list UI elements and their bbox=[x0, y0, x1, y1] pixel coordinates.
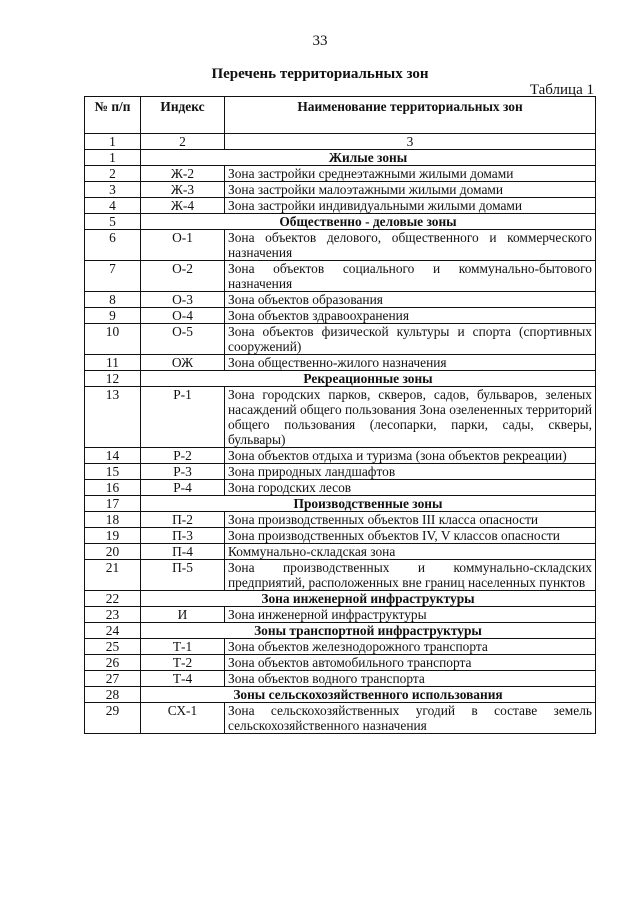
zone-index: И bbox=[141, 607, 225, 623]
zone-name: Зона объектов делового, общественного и коммерческого назначения bbox=[225, 230, 596, 261]
zone-name: Зона производственных и коммунально-складских предприятий, расположенных вне границ населенных пунктов bbox=[225, 560, 596, 591]
zone-name: Зона производственных объектов IV, V классов опасности bbox=[225, 528, 596, 544]
zone-index: Р-2 bbox=[141, 448, 225, 464]
zone-row bbox=[85, 560, 596, 591]
column-number: 3 bbox=[225, 134, 596, 150]
column-number: 2 bbox=[141, 134, 225, 150]
zone-name: Зона городских лесов bbox=[225, 480, 596, 496]
group-title: Жилые зоны bbox=[141, 150, 596, 166]
zone-index: П-4 bbox=[141, 544, 225, 560]
group-row bbox=[85, 150, 596, 166]
zone-index: О-3 bbox=[141, 292, 225, 308]
group-title: Зона инженерной инфраструктуры bbox=[141, 591, 596, 607]
zone-row bbox=[85, 464, 596, 480]
zone-name: Зона городских парков, скверов, садов, бульваров, зеленых насаждений общего пользования Зона озелененных территорий общего пользования (лесопарки, парки, сады, скверы, бульвары) bbox=[225, 387, 596, 448]
row-number: 5 bbox=[85, 214, 141, 230]
zone-name: Зона объектов отдыха и туризма (зона объектов рекреации) bbox=[225, 448, 596, 464]
row-number: 16 bbox=[85, 480, 141, 496]
zone-index: Р-4 bbox=[141, 480, 225, 496]
zone-row bbox=[85, 324, 596, 355]
zone-row bbox=[85, 544, 596, 560]
zone-index: О-4 bbox=[141, 308, 225, 324]
column-number-row bbox=[85, 134, 596, 150]
zone-name: Зона объектов водного транспорта bbox=[225, 671, 596, 687]
zone-row bbox=[85, 182, 596, 198]
zone-row bbox=[85, 308, 596, 324]
zone-name: Зона общественно-жилого назначения bbox=[225, 355, 596, 371]
zone-row bbox=[85, 607, 596, 623]
zone-name: Зона сельскохозяйственных угодий в составе земель сельскохозяйственного назначения bbox=[225, 703, 596, 734]
row-number: 9 bbox=[85, 308, 141, 324]
row-number: 26 bbox=[85, 655, 141, 671]
group-row bbox=[85, 687, 596, 703]
zone-name: Зона застройки малоэтажными жилыми домами bbox=[225, 182, 596, 198]
row-number: 18 bbox=[85, 512, 141, 528]
zone-index: П-2 bbox=[141, 512, 225, 528]
row-number: 1 bbox=[85, 150, 141, 166]
row-number: 27 bbox=[85, 671, 141, 687]
zone-index: О-2 bbox=[141, 261, 225, 292]
row-number: 20 bbox=[85, 544, 141, 560]
header-name: Наименование территориальных зон bbox=[225, 97, 596, 134]
column-number: 1 bbox=[85, 134, 141, 150]
table-caption: Таблица 1 bbox=[529, 82, 594, 98]
zone-name: Зона застройки индивидуальными жилыми домами bbox=[225, 198, 596, 214]
row-number: 2 bbox=[85, 166, 141, 182]
row-number: 28 bbox=[85, 687, 141, 703]
zone-row bbox=[85, 166, 596, 182]
zone-row bbox=[85, 655, 596, 671]
group-row bbox=[85, 371, 596, 387]
row-number: 21 bbox=[85, 560, 141, 591]
row-number: 10 bbox=[85, 324, 141, 355]
zone-index: Т-1 bbox=[141, 639, 225, 655]
zones-table bbox=[84, 96, 596, 734]
zone-name: Коммунально-складская зона bbox=[225, 544, 596, 560]
table-header-row bbox=[85, 97, 596, 134]
row-number: 14 bbox=[85, 448, 141, 464]
zone-row bbox=[85, 639, 596, 655]
zone-row bbox=[85, 261, 596, 292]
zone-name: Зона объектов железнодорожного транспорта bbox=[225, 639, 596, 655]
zone-index: О-1 bbox=[141, 230, 225, 261]
zone-row bbox=[85, 480, 596, 496]
group-title: Рекреационные зоны bbox=[141, 371, 596, 387]
group-title: Зоны транспортной инфраструктуры bbox=[141, 623, 596, 639]
group-row bbox=[85, 623, 596, 639]
row-number: 25 bbox=[85, 639, 141, 655]
row-number: 6 bbox=[85, 230, 141, 261]
row-number: 19 bbox=[85, 528, 141, 544]
row-number: 4 bbox=[85, 198, 141, 214]
row-number: 11 bbox=[85, 355, 141, 371]
row-number: 7 bbox=[85, 261, 141, 292]
zone-row bbox=[85, 292, 596, 308]
zone-index: Р-3 bbox=[141, 464, 225, 480]
zone-row bbox=[85, 198, 596, 214]
zone-index: ОЖ bbox=[141, 355, 225, 371]
group-row bbox=[85, 591, 596, 607]
zone-name: Зона объектов социального и коммунально-бытового назначения bbox=[225, 261, 596, 292]
row-number: 13 bbox=[85, 387, 141, 448]
zone-index: О-5 bbox=[141, 324, 225, 355]
zone-name: Зона объектов здравоохранения bbox=[225, 308, 596, 324]
document-title: Перечень территориальных зон bbox=[211, 66, 429, 82]
zone-index: П-3 bbox=[141, 528, 225, 544]
zone-row bbox=[85, 387, 596, 448]
row-number: 24 bbox=[85, 623, 141, 639]
group-title: Производственные зоны bbox=[141, 496, 596, 512]
page-number: 33 bbox=[312, 33, 328, 49]
group-row bbox=[85, 496, 596, 512]
header-index: Индекс bbox=[141, 97, 225, 134]
header-num: № п/п bbox=[85, 97, 141, 134]
row-number: 3 bbox=[85, 182, 141, 198]
zone-name: Зона природных ландшафтов bbox=[225, 464, 596, 480]
row-number: 8 bbox=[85, 292, 141, 308]
row-number: 15 bbox=[85, 464, 141, 480]
zone-row bbox=[85, 671, 596, 687]
zone-name: Зона объектов физической культуры и спорта (спортивных сооружений) bbox=[225, 324, 596, 355]
zone-row bbox=[85, 355, 596, 371]
zone-name: Зона объектов образования bbox=[225, 292, 596, 308]
zone-index: П-5 bbox=[141, 560, 225, 591]
group-title: Зоны сельскохозяйственного использования bbox=[141, 687, 596, 703]
zone-name: Зона производственных объектов III класса опасности bbox=[225, 512, 596, 528]
row-number: 17 bbox=[85, 496, 141, 512]
row-number: 12 bbox=[85, 371, 141, 387]
zone-name: Зона застройки среднеэтажными жилыми домами bbox=[225, 166, 596, 182]
zone-index: Ж-4 bbox=[141, 198, 225, 214]
zone-row bbox=[85, 703, 596, 734]
zone-index: Т-4 bbox=[141, 671, 225, 687]
row-number: 23 bbox=[85, 607, 141, 623]
zone-row bbox=[85, 528, 596, 544]
group-row bbox=[85, 214, 596, 230]
zone-index: Ж-3 bbox=[141, 182, 225, 198]
zone-row bbox=[85, 512, 596, 528]
zone-row bbox=[85, 230, 596, 261]
zone-index: СХ-1 bbox=[141, 703, 225, 734]
row-number: 22 bbox=[85, 591, 141, 607]
zone-index: Т-2 bbox=[141, 655, 225, 671]
zone-index: Ж-2 bbox=[141, 166, 225, 182]
zone-index: Р-1 bbox=[141, 387, 225, 448]
group-title: Общественно - деловые зоны bbox=[141, 214, 596, 230]
zone-name: Зона инженерной инфраструктуры bbox=[225, 607, 596, 623]
zone-row bbox=[85, 448, 596, 464]
zone-name: Зона объектов автомобильного транспорта bbox=[225, 655, 596, 671]
row-number: 29 bbox=[85, 703, 141, 734]
